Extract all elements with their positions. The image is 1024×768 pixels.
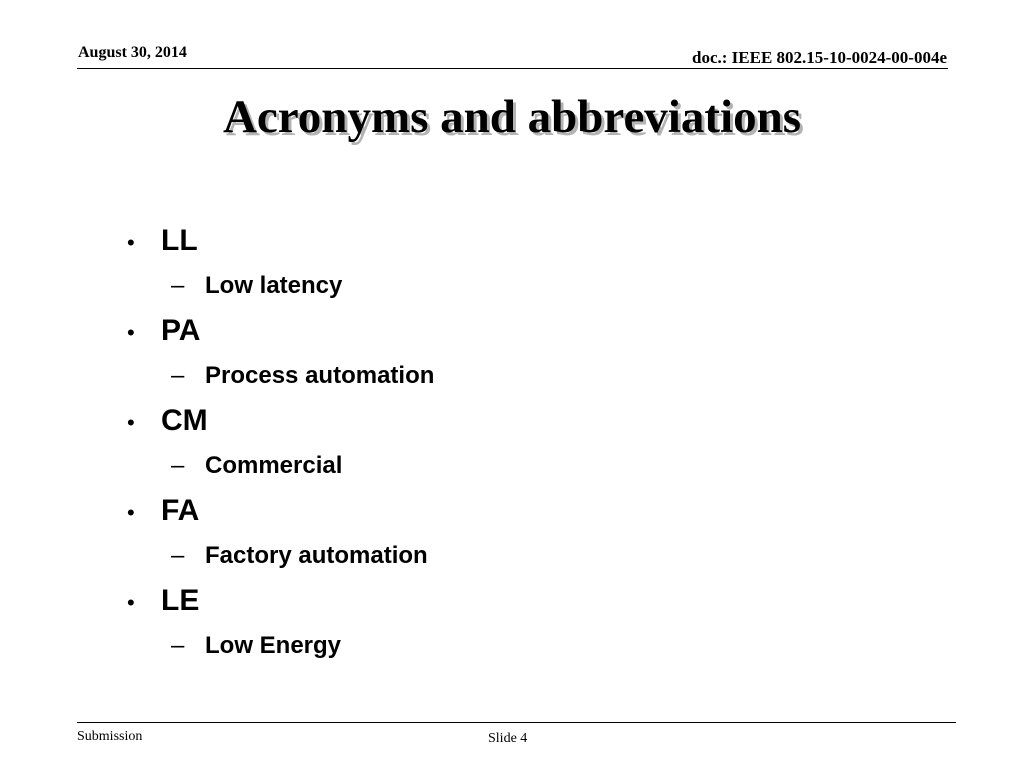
footer-submission: Submission xyxy=(77,729,143,744)
acronym-definition: Factory automation xyxy=(205,542,428,569)
slide-number: Slide 4 xyxy=(488,731,528,746)
bullet-icon: • xyxy=(127,320,135,345)
acronym-definition-row xyxy=(127,353,434,398)
header-divider xyxy=(77,68,948,69)
acronym-term: FA xyxy=(161,494,200,527)
acronym-term: PA xyxy=(161,314,201,347)
acronym-term: LE xyxy=(161,584,200,617)
header-date: August 30, 2014 xyxy=(78,44,187,61)
acronym-item xyxy=(127,488,434,578)
acronym-item xyxy=(127,578,434,668)
dash-icon: – xyxy=(171,452,185,479)
acronym-item xyxy=(127,398,434,488)
footer-divider xyxy=(77,722,956,723)
acronym-term: CM xyxy=(161,404,208,437)
dash-icon: – xyxy=(171,542,185,569)
acronym-item xyxy=(127,308,434,398)
bullet-icon: • xyxy=(127,230,135,255)
acronym-definition-row xyxy=(127,263,434,308)
acronym-definition: Process automation xyxy=(205,362,435,389)
acronym-definition-row xyxy=(127,443,434,488)
acronym-list xyxy=(127,218,434,668)
bullet-icon: • xyxy=(127,590,135,615)
acronym-item xyxy=(127,218,434,308)
slide-title: Acronyms and abbreviations xyxy=(222,91,802,143)
acronym-definition: Low Energy xyxy=(205,632,342,659)
acronym-term-row xyxy=(127,488,434,533)
acronym-definition-row xyxy=(127,623,434,668)
acronym-term: LL xyxy=(161,224,198,257)
acronym-definition: Low latency xyxy=(205,272,343,299)
dash-icon: – xyxy=(171,362,185,389)
dash-icon: – xyxy=(171,272,185,299)
acronym-term-row xyxy=(127,398,434,443)
acronym-term-row xyxy=(127,308,434,353)
bullet-icon: • xyxy=(127,500,135,525)
acronym-term-row xyxy=(127,578,434,623)
acronym-term-row xyxy=(127,218,434,263)
acronym-definition-row xyxy=(127,533,434,578)
dash-icon: – xyxy=(171,632,185,659)
acronym-definition: Commercial xyxy=(205,452,343,479)
header-doc-id: doc.: IEEE 802.15-10-0024-00-004e xyxy=(692,48,947,67)
bullet-icon: • xyxy=(127,410,135,435)
